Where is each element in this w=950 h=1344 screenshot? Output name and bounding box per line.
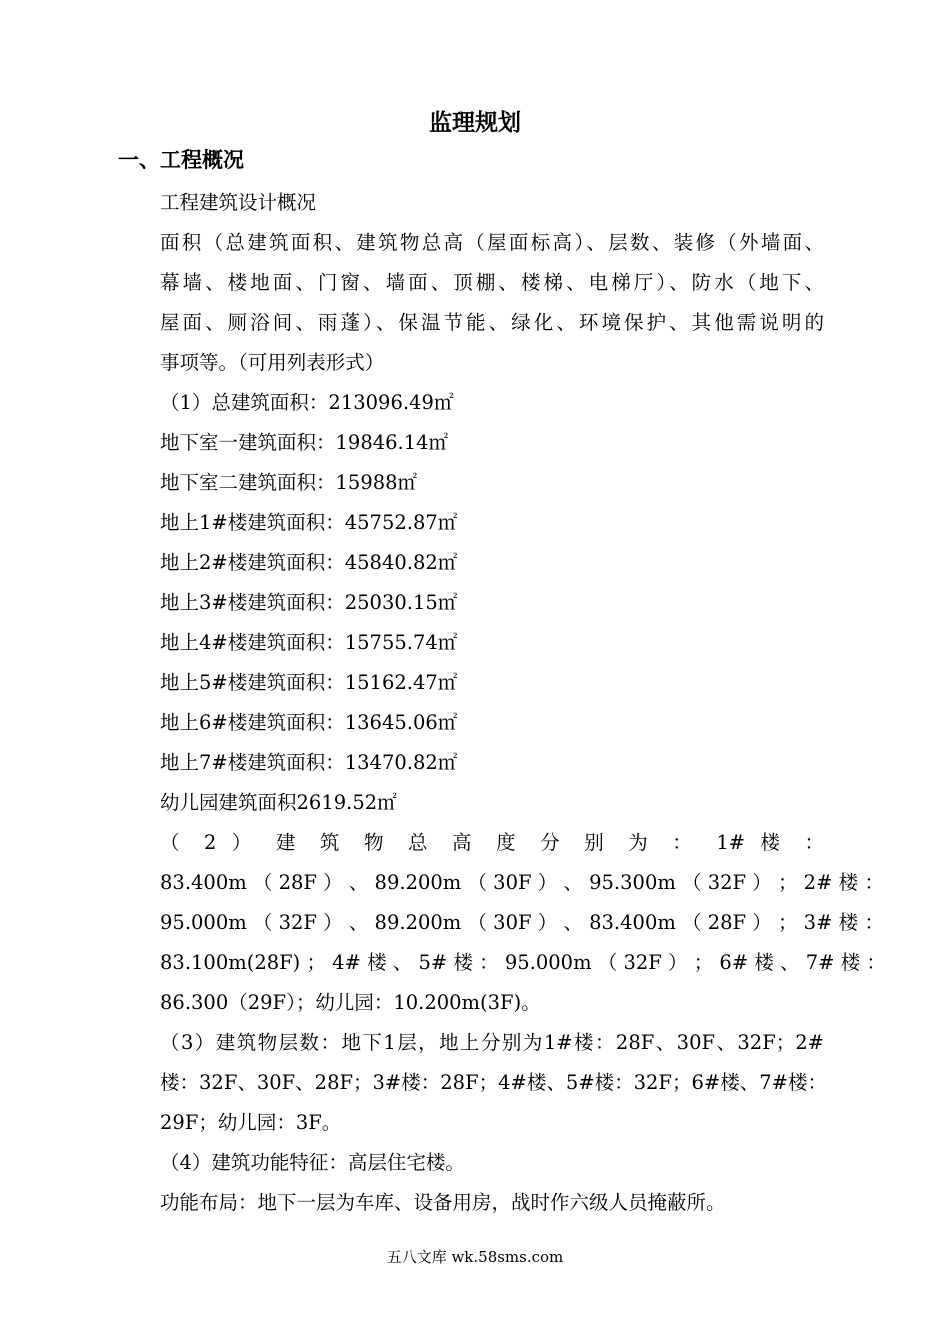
section-heading: 一、工程概况: [118, 147, 244, 172]
height-line: 83.400m （ 28F ） 、 89.200m （ 30F ） 、 95.300m （ 32F ） ； 2# 楼 ：: [160, 871, 884, 894]
height-line: 83.100m(28F) ； 4# 楼 、 5# 楼 ： 95.000m （ 32F ） ； 6# 楼 、 7# 楼 ：: [160, 951, 886, 974]
area-line: 地上3#楼建筑面积：25030.15㎡: [160, 591, 458, 614]
subheading: 工程建筑设计概况: [160, 191, 317, 214]
area-line: 地下室一建筑面积：19846.14㎡: [160, 431, 449, 454]
footer-watermark: 五八文库 wk.58sms.com: [386, 1248, 564, 1266]
document-title: 监理规划: [429, 109, 521, 136]
function-line: （4）建筑功能特征：高层住宅楼。: [160, 1151, 465, 1174]
height-line: 86.300（29F）；幼儿园：10.200m(3F)。: [160, 991, 541, 1014]
floors-line: 楼：32F、30F、28F；3#楼：28F；4#楼、5#楼：32F；6#楼、7#楼：: [160, 1071, 827, 1094]
floors-line: （3）建筑物层数：地下1层，地上分别为1#楼：28F、30F、32F；2#: [160, 1031, 824, 1054]
intro-line: 面积（总建筑面积、建筑物总高（屋面标高）、层数、装修（外墙面、: [160, 231, 824, 254]
area-line: 地上2#楼建筑面积：45840.82㎡: [160, 551, 458, 574]
area-line: 地上5#楼建筑面积：15162.47㎡: [160, 671, 458, 694]
area-line: 地上7#楼建筑面积：13470.82㎡: [160, 751, 458, 774]
intro-line: 屋面、厕浴间、雨蓬）、保温节能、绿化、环境保护、其他需说明的: [160, 311, 824, 334]
height-line: 95.000m （ 32F ） 、 89.200m （ 30F ） 、 83.400m （ 28F ） ； 3# 楼 ：: [160, 911, 884, 934]
area-line: 地上4#楼建筑面积：15755.74㎡: [160, 631, 458, 654]
intro-line: 事项等。（可用列表形式）: [160, 351, 385, 374]
area-line: 幼儿园建筑面积2619.52㎡: [160, 791, 397, 814]
area-line: 地上6#楼建筑面积：13645.06㎡: [160, 711, 458, 734]
area-line: 地下室二建筑面积：15988㎡: [160, 471, 418, 494]
area-line: （1）总建筑面积：213096.49㎡: [160, 391, 454, 414]
layout-line: 功能布局：地下一层为车库、设备用房，战时作六级人员掩蔽所。: [160, 1191, 726, 1214]
area-line: 地上1#楼建筑面积：45752.87㎡: [160, 511, 458, 534]
intro-line: 幕墙、楼地面、门窗、墙面、顶棚、楼梯、电梯厅）、防水（地下、: [160, 271, 824, 294]
height-line: （ 2 ） 建 筑 物 总 高 度 分 别 为 ： 1# 楼 ：: [160, 831, 824, 854]
floors-line: 29F；幼儿园：3F。: [160, 1111, 342, 1134]
